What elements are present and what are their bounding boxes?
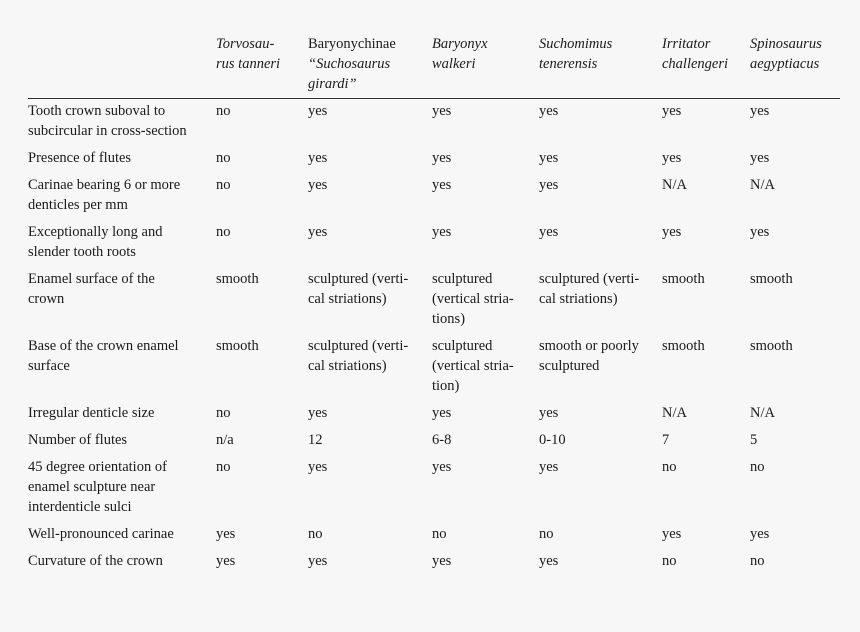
table-row: [28, 99, 840, 144]
table-cell: [662, 331, 750, 398]
table-cell: [432, 331, 539, 398]
cell-text-line: sculptured (verti-: [308, 338, 409, 354]
cell-text-line: no: [308, 526, 323, 542]
table-row: [28, 398, 840, 425]
cell-text-line: cal striations): [539, 291, 618, 307]
table-cell: [432, 143, 539, 170]
table-row: [28, 546, 840, 573]
cell-text-line: Spinosaurus: [750, 36, 822, 52]
row-label: [28, 398, 216, 425]
cell-text-line: subcircular in cross-section: [28, 123, 187, 139]
table-cell: [308, 170, 432, 217]
table-cell: [662, 452, 750, 519]
table-cell: [216, 331, 308, 398]
cell-text-line: rus tanneri: [216, 56, 281, 72]
cell-text-line: crown: [28, 291, 65, 307]
table-cell: [750, 425, 840, 452]
table-cell: [662, 217, 750, 264]
table-cell: [216, 99, 308, 144]
cell-text-line: Suchomimus: [539, 36, 613, 52]
cell-text-line: n/a: [216, 432, 234, 448]
table-cell: [750, 143, 840, 170]
cell-text-line: N/A: [750, 177, 775, 193]
cell-text-line: Baryonyx: [432, 36, 488, 52]
table-cell: [432, 425, 539, 452]
cell-text-line: yes: [308, 103, 328, 119]
cell-text-line: yes: [539, 224, 559, 240]
table-cell: [662, 519, 750, 546]
cell-text-line: yes: [750, 526, 770, 542]
table-cell: [216, 143, 308, 170]
cell-text-line: yes: [216, 553, 236, 569]
table-cell: [432, 99, 539, 144]
row-label: [28, 143, 216, 170]
cell-text-line: slender tooth roots: [28, 244, 136, 260]
cell-text-line: yes: [432, 103, 452, 119]
cell-text-line: yes: [662, 150, 682, 166]
table-cell: [216, 452, 308, 519]
cell-text-line: smooth: [750, 338, 793, 354]
table-cell: [662, 170, 750, 217]
cell-text-line: yes: [432, 553, 452, 569]
cell-text-line: yes: [432, 224, 452, 240]
cell-text-line: surface: [28, 358, 70, 374]
table-cell: [308, 143, 432, 170]
table-cell: [750, 99, 840, 144]
table-cell: [750, 331, 840, 398]
cell-text-line: 0-10: [539, 432, 566, 448]
table-cell: [662, 264, 750, 331]
cell-text-line: Carinae bearing 6 or more: [28, 177, 181, 193]
table-cell: [662, 99, 750, 144]
cell-text-line: Enamel surface of the: [28, 271, 155, 287]
cell-text-line: no: [216, 405, 231, 421]
cell-text-line: yes: [662, 224, 682, 240]
table-cell: [432, 452, 539, 519]
cell-text-line: interdenticle sulci: [28, 499, 132, 515]
cell-text-line: yes: [308, 177, 328, 193]
cell-text-line: sculptured (verti-: [539, 271, 640, 287]
cell-text-line: smooth: [750, 271, 793, 287]
cell-text-line: cal striations): [308, 358, 387, 374]
cell-text-line: yes: [308, 150, 328, 166]
table-cell: [750, 452, 840, 519]
cell-text-line: no: [216, 177, 231, 193]
table-cell: [432, 264, 539, 331]
table-cell: [539, 519, 662, 546]
table-cell: [750, 170, 840, 217]
cell-text-line: Presence of flutes: [28, 150, 132, 166]
table-cell: [662, 143, 750, 170]
table-cell: [539, 143, 662, 170]
cell-text-line: aegyptiacus: [750, 56, 820, 72]
column-header: [750, 34, 840, 99]
cell-text-line: Torvosau-: [216, 36, 275, 52]
table-cell: [750, 217, 840, 264]
cell-text-line: yes: [539, 553, 559, 569]
cell-text-line: (vertical stria-: [432, 358, 514, 374]
cell-text-line: yes: [662, 526, 682, 542]
row-label: [28, 546, 216, 573]
table-cell: [539, 425, 662, 452]
cell-text-line: yes: [216, 526, 236, 542]
row-label: [28, 170, 216, 217]
cell-text-line: tenerensis: [539, 56, 598, 72]
cell-text-line: smooth: [662, 338, 705, 354]
cell-text-line: yes: [432, 150, 452, 166]
table-cell: [539, 331, 662, 398]
cell-text-line: 5: [750, 432, 758, 448]
cell-text-line: no: [662, 459, 677, 475]
table-cell: [750, 398, 840, 425]
table-cell: [216, 546, 308, 573]
table-cell: [308, 425, 432, 452]
cell-text-line: 7: [662, 432, 670, 448]
table-cell: [539, 398, 662, 425]
column-header: [308, 34, 432, 99]
table-row: [28, 519, 840, 546]
cell-text-line: sculptured: [432, 338, 493, 354]
cell-text-line: yes: [750, 224, 770, 240]
header-blank-cell: [28, 34, 216, 99]
table-cell: [432, 170, 539, 217]
cell-text-line: yes: [308, 224, 328, 240]
cell-text-line: smooth: [216, 271, 259, 287]
table-cell: [432, 519, 539, 546]
cell-text-line: no: [539, 526, 554, 542]
cell-text-line: tions): [432, 311, 466, 327]
cell-text-line: Irregular denticle size: [28, 405, 155, 421]
table-cell: [662, 425, 750, 452]
table-cell: [308, 546, 432, 573]
table-body: [28, 99, 840, 574]
cell-text-line: yes: [750, 103, 770, 119]
cell-text-line: yes: [432, 459, 452, 475]
cell-text-line: (vertical stria-: [432, 291, 514, 307]
table-cell: [539, 217, 662, 264]
table-cell: [308, 217, 432, 264]
cell-text-line: yes: [539, 177, 559, 193]
table-cell: [216, 519, 308, 546]
cell-text-line: 12: [308, 432, 323, 448]
cell-text-line: no: [750, 553, 765, 569]
cell-text-line: “Suchosaurus: [308, 56, 391, 72]
cell-text-line: no: [216, 103, 231, 119]
cell-text-line: yes: [750, 150, 770, 166]
cell-text-line: Exceptionally long and: [28, 224, 163, 240]
table-row: [28, 170, 840, 217]
cell-text-line: enamel sculpture near: [28, 479, 156, 495]
cell-text-line: Number of flutes: [28, 432, 128, 448]
row-label: [28, 425, 216, 452]
table-cell: [216, 170, 308, 217]
column-header: [432, 34, 539, 99]
comparison-table: [28, 34, 840, 573]
table-row: [28, 452, 840, 519]
cell-text-line: yes: [539, 405, 559, 421]
table-cell: [662, 398, 750, 425]
table-cell: [539, 170, 662, 217]
table-cell: [750, 264, 840, 331]
cell-text-line: yes: [432, 405, 452, 421]
table-cell: [539, 452, 662, 519]
row-label: [28, 264, 216, 331]
table-header-row: [28, 34, 840, 99]
cell-text-line: no: [216, 150, 231, 166]
cell-text-line: sculptured: [432, 271, 493, 287]
table-row: [28, 143, 840, 170]
table-cell: [750, 546, 840, 573]
cell-text-line: walkeri: [432, 56, 476, 72]
cell-text-line: yes: [539, 103, 559, 119]
row-label: [28, 452, 216, 519]
cell-text-line: yes: [308, 553, 328, 569]
cell-text-line: N/A: [662, 177, 687, 193]
cell-text-line: smooth: [662, 271, 705, 287]
table-cell: [308, 99, 432, 144]
cell-text-line: Base of the crown enamel: [28, 338, 179, 354]
cell-text-line: yes: [308, 405, 328, 421]
cell-text-line: tion): [432, 378, 460, 394]
cell-text-line: smooth: [216, 338, 259, 354]
cell-text-line: challengeri: [662, 56, 729, 72]
table-cell: [308, 452, 432, 519]
table-cell: [539, 99, 662, 144]
table-row: [28, 264, 840, 331]
table-cell: [216, 217, 308, 264]
cell-text-line: Baryonychinae: [308, 36, 396, 52]
cell-text-line: girardi”: [308, 76, 357, 92]
cell-text-line: Curvature of the crown: [28, 553, 163, 569]
cell-text-line: denticles per mm: [28, 197, 128, 213]
table-cell: [539, 546, 662, 573]
column-header: [662, 34, 750, 99]
table-cell: [308, 398, 432, 425]
cell-text-line: sculptured: [539, 358, 600, 374]
table-cell: [432, 217, 539, 264]
cell-text-line: no: [750, 459, 765, 475]
cell-text-line: Tooth crown suboval to: [28, 103, 166, 119]
table-cell: [216, 398, 308, 425]
table-cell: [308, 519, 432, 546]
cell-text-line: no: [216, 459, 231, 475]
table-cell: [308, 331, 432, 398]
row-label: [28, 519, 216, 546]
table-cell: [539, 264, 662, 331]
cell-text-line: sculptured (verti-: [308, 271, 409, 287]
row-label: [28, 99, 216, 144]
cell-text-line: yes: [308, 459, 328, 475]
cell-text-line: yes: [432, 177, 452, 193]
row-label: [28, 331, 216, 398]
cell-text-line: yes: [539, 150, 559, 166]
cell-text-line: yes: [539, 459, 559, 475]
cell-text-line: Well-pronounced carinae: [28, 526, 174, 542]
cell-text-line: no: [432, 526, 447, 542]
cell-text-line: N/A: [750, 405, 775, 421]
table-cell: [216, 425, 308, 452]
column-header: [539, 34, 662, 99]
cell-text-line: smooth or poorly: [539, 338, 639, 354]
cell-text-line: no: [216, 224, 231, 240]
table-row: [28, 425, 840, 452]
cell-text-line: yes: [662, 103, 682, 119]
cell-text-line: Irritator: [662, 36, 711, 52]
cell-text-line: 45 degree orientation of: [28, 459, 167, 475]
table-row: [28, 331, 840, 398]
table-cell: [216, 264, 308, 331]
row-label: [28, 217, 216, 264]
cell-text-line: cal striations): [308, 291, 387, 307]
table-cell: [750, 519, 840, 546]
cell-text-line: no: [662, 553, 677, 569]
table-row: [28, 217, 840, 264]
cell-text-line: 6-8: [432, 432, 452, 448]
table-cell: [662, 546, 750, 573]
column-header: [216, 34, 308, 99]
cell-text-line: N/A: [662, 405, 687, 421]
table-cell: [432, 398, 539, 425]
table-cell: [308, 264, 432, 331]
table-cell: [432, 546, 539, 573]
